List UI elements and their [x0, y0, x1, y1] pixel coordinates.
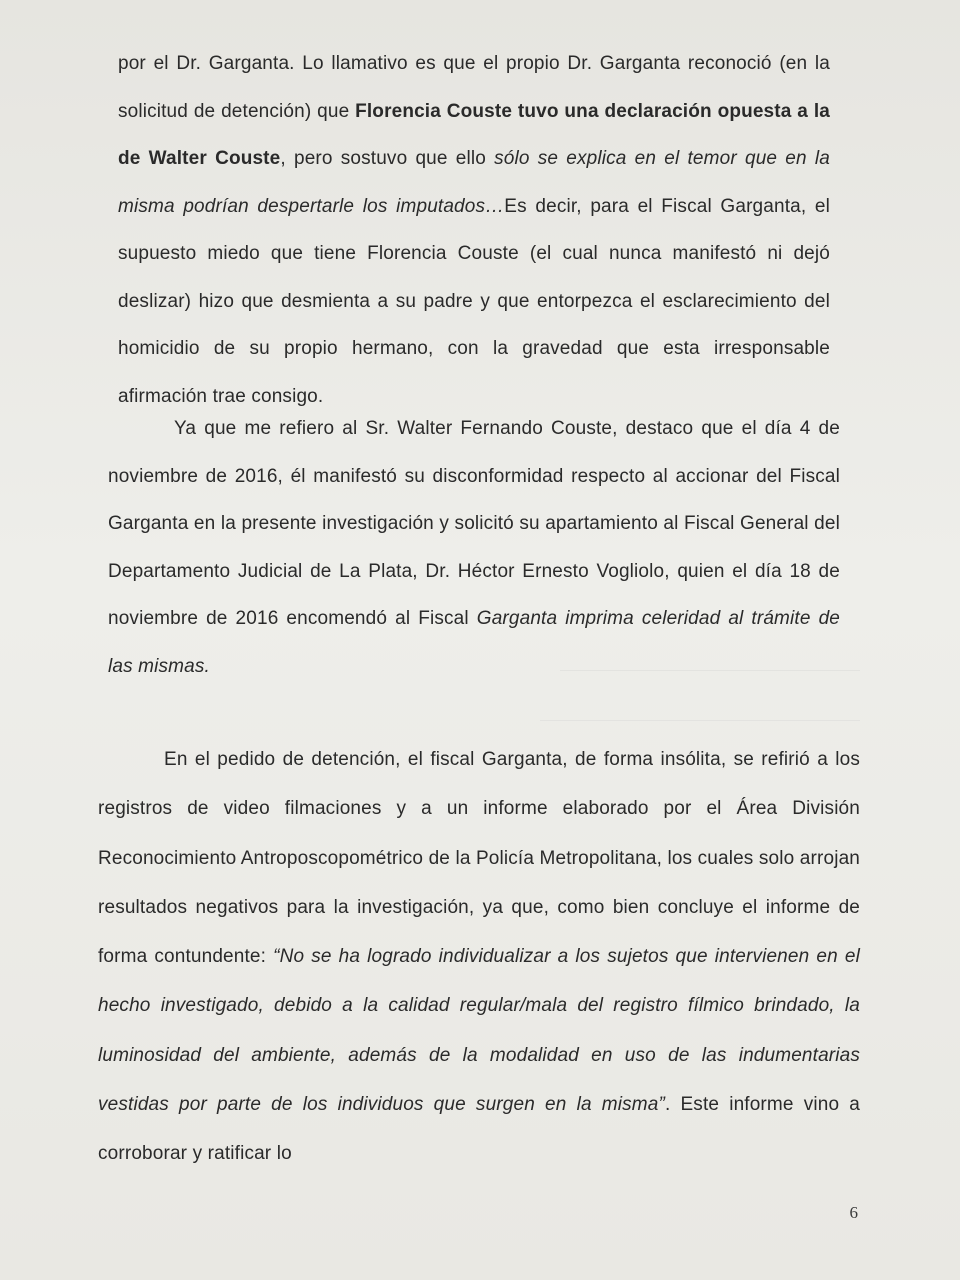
- paragraph-1-seg-0: por el Dr. Garganta. Lo llamativo es que el propio Dr. Garganta reconoció (en la solicitud de detención) que: [118, 53, 830, 122]
- paragraph-3-seg-0: En el pedido de detención, el fiscal Garganta, de forma insólita, se refirió a los registros de video filmaciones y a un informe elaborado por el Área División Reconocimiento Antroposcopométrico de la Policía Metropolitana, los cuales solo arrojan resultados negativos para la investigación, ya que, como bien concluye el informe de forma contundente:: [98, 749, 860, 968]
- paragraph-1-seg-3-italic: sólo se explica en el temor que en la misma podrían despertarle los imputados…: [118, 148, 830, 217]
- paragraph-1: [118, 40, 830, 420]
- paragraph-3-seg-2: . Este informe vino a corroborar y ratificar lo: [98, 1094, 860, 1165]
- paragraph-2-seg-0: Ya que me refiero al Sr. Walter Fernando Couste, destaco que el día 4 de noviembre de 2016, él manifestó su disconformidad respecto al accionar del Fiscal Garganta en la presente investigación y solicitó su apartamiento al Fiscal General del Departamento Judicial de La Plata, Dr. Héctor Ernesto Vogliolo, quien el día 18 de noviembre de 2016 encomendó al Fiscal: [108, 418, 840, 629]
- paragraph-1-seg-2: , pero sostuvo que ello: [280, 148, 495, 169]
- paragraph-1-seg-4: Es decir, para el Fiscal Garganta, el supuesto miedo que tiene Florencia Couste (el cual nunca manifestó ni dejó deslizar) hizo que desmienta a su padre y que entorpezca el esclarecimiento del homicidio de su propio hermano, con la gravedad que esta irresponsable afirmación trae consigo.: [118, 195, 830, 407]
- paragraph-2: [108, 405, 840, 690]
- paragraph-3: [98, 735, 860, 1179]
- page-number: 6: [849, 1203, 858, 1222]
- paragraph-2-seg-1-italic: Garganta imprima celeridad al trámite de las mismas.: [108, 608, 841, 677]
- paragraph-3-seg-1-italic: “No se ha logrado individualizar a los sujetos que intervienen en el hecho investigado, debido a la calidad regular/mala del registro fílmico brindado, la luminosidad del ambiente, además de la modalidad en uso de las indumentarias vestidas por parte de los individuos que surgen en la misma”: [98, 946, 860, 1116]
- paragraph-1-seg-1-bold: Florencia Couste tuvo una declaración opuesta a la de Walter Couste: [118, 100, 830, 169]
- show-through-texture: [540, 700, 860, 721]
